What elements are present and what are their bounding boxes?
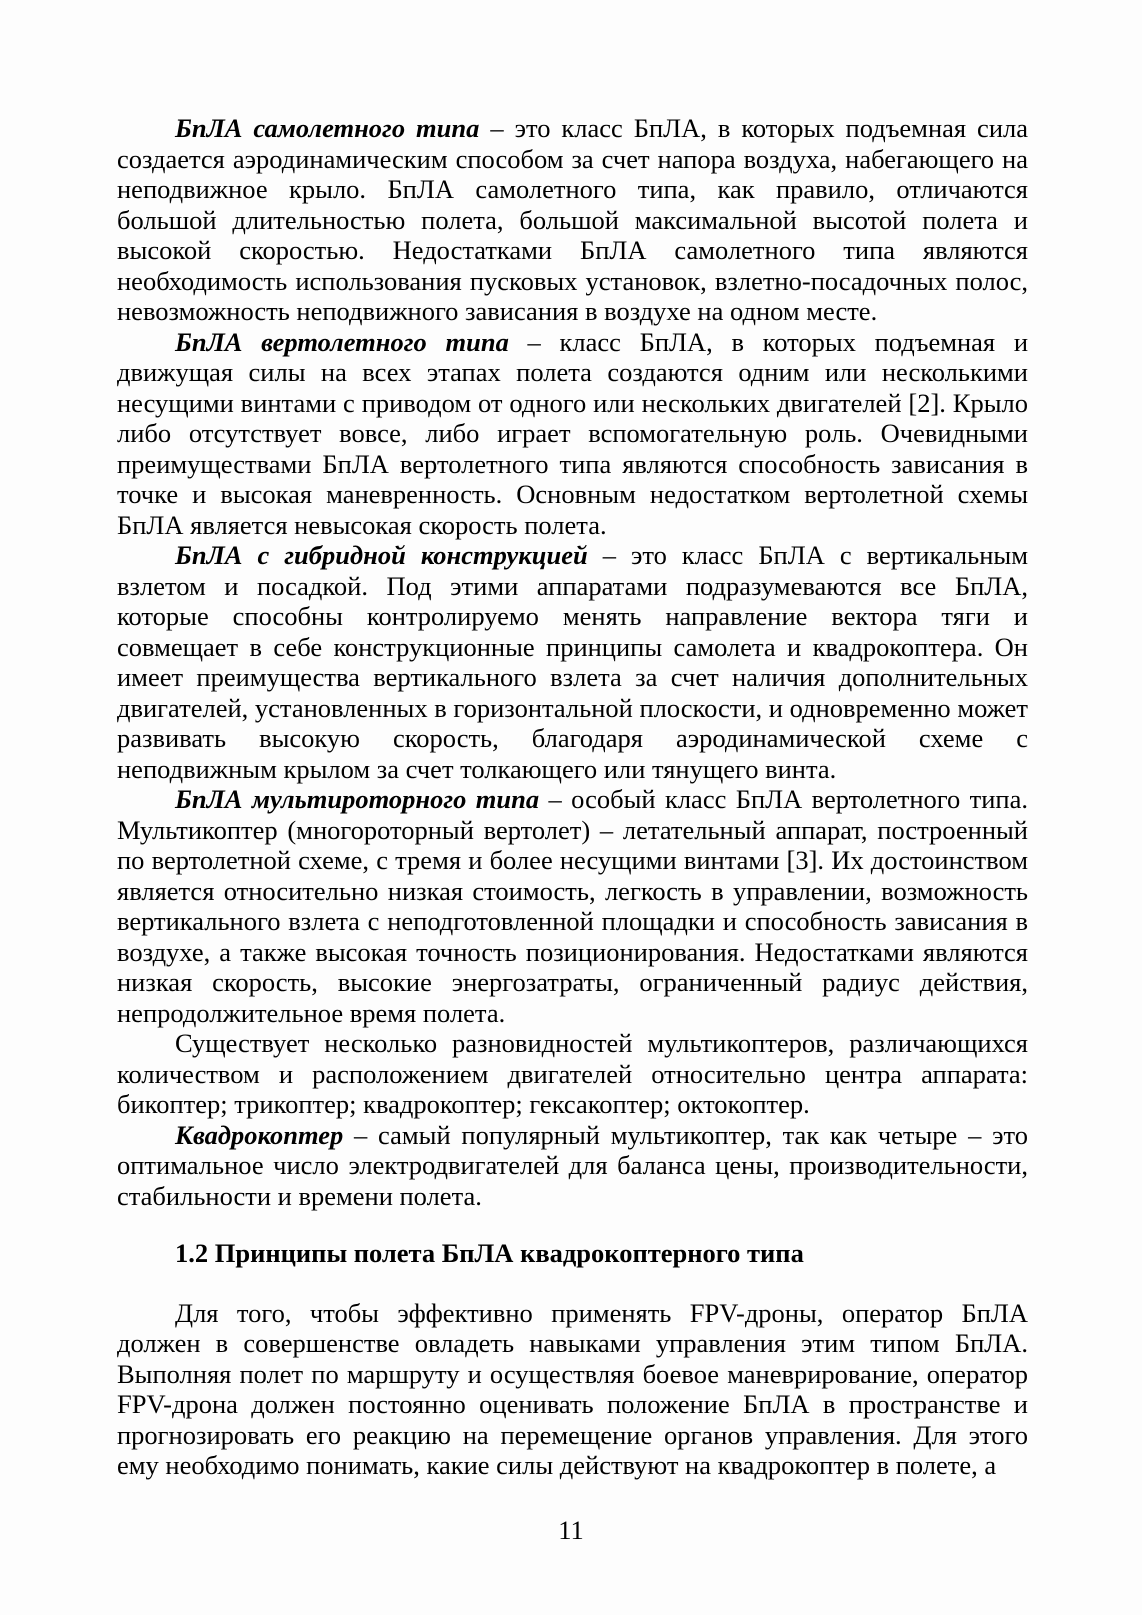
paragraph-quadcopter: [117, 1120, 1028, 1212]
paragraph-text: Для того, чтобы эффективно применять FPV-дроны, оператор БпЛА должен в совершенстве овладеть навыками управления этим типом БпЛА. Выполняя полет по маршруту и осуществляя боевое маневрирование, оператор FPV-дрона должен постоянно оценивать положение БпЛА в пространстве и прогнозировать его реакцию на перемещение органов управления. Для этого ему необходимо понимать, какие силы действуют на квадрокоптер в полете, а: [117, 1297, 1028, 1480]
paragraph-text: – класс БпЛА, в которых подъемная и движущая силы на всех этапах полета создаются одним или несколькими несущими винтами с приводом от одного или нескольких двигателей [2]. Крыло либо отсутствует вовсе, либо играет вспомогательную роль. Очевидными преимуществами БпЛА вертолетного типа являются способность зависания в точке и высокая маневренность. Основным недостатком вертолетной схемы БпЛА является невысокая скорость полета.: [117, 326, 1028, 540]
term-quadcopter: Квадрокоптер: [175, 1119, 344, 1150]
paragraph-fpv-principles: [117, 1298, 1028, 1481]
term-multirotor-type: БпЛА мультироторного типа: [175, 784, 540, 814]
text-block: [117, 113, 1028, 1481]
term-helicopter-type: БпЛА вертолетного типа: [175, 326, 509, 357]
term-airplane-type: БпЛА самолетного типа: [175, 113, 480, 143]
section-heading: 1.2 Принципы полета БпЛА квадрокоптерного типа: [175, 1238, 804, 1268]
paragraph-airplane-type: [117, 113, 1028, 327]
term-hybrid-type: БпЛА с гибридной конструкцией: [175, 540, 588, 570]
paragraph-text: – особый класс БпЛА вертолетного типа. Мультикоптер (многороторный вертолет) – летательный аппарат, построенный по вертолетной схеме, с тремя и более несущими винтами [3]. Их достоинством является относительно низкая стоимость, легкость в управлении, возможность вертикального взлета с неподготовленной площадки и способность зависания в воздухе, а также высокая точность позиционирования. Недостатками являются низкая скорость, высокие энергозатраты, ограниченный радиус действия, непродолжительное время полета.: [117, 784, 1028, 1028]
paragraph-helicopter-type: [117, 327, 1028, 541]
paragraph-hybrid-type: [117, 540, 1028, 784]
page-number: 11: [558, 1514, 584, 1545]
paragraph-multicopter-kinds: [117, 1028, 1028, 1120]
paragraph-text: – это класс БпЛА, в которых подъемная сила создается аэродинамическим способом за счет напора воздуха, набегающего на неподвижное крыло. БпЛА самолетного типа, как правило, отличаются большой длительностью полета, большой максимальной высотой полета и высокой скоростью. Недостатками БпЛА самолетного типа являются необходимость использования пусковых установок, взлетно-посадочных полос, невозможность неподвижного зависания в воздухе на одном месте.: [117, 113, 1028, 326]
paragraph-text: – самый популярный мультикоптер, так как четыре – это оптимальное число электродвигателей для баланса цены, производительности, стабильности и времени полета.: [117, 1119, 1028, 1211]
paragraph-multirotor-type: [117, 784, 1028, 1028]
paragraph-text: Существует несколько разновидностей мультикоптеров, различающихся количеством и расположением двигателей относительно центра аппарата: бикоптер; трикоптер; квадрокоптер; гексакоптер; октокоптер.: [117, 1028, 1028, 1119]
paragraph-text: – это класс БпЛА с вертикальным взлетом и посадкой. Под этими аппаратами подразумеваются все БпЛА, которые способны контролируемо менять направление вектора тяги и совмещает в себе конструкционные принципы самолета и квадрокоптера. Он имеет преимущества вертикального взлета за счет наличия дополнительных двигателей, установленных в горизонтальной плоскости, и одновременно может развивать высокую скорость, благодаря аэродинамической схеме с неподвижным крылом за счет толкающего или тянущего винта.: [117, 540, 1028, 784]
